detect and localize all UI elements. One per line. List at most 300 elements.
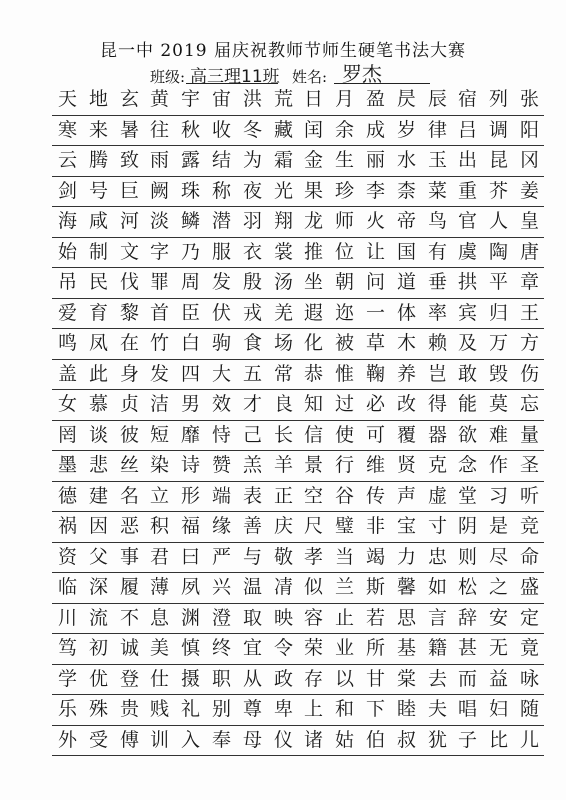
handwritten-char: 首: [149, 302, 169, 324]
handwritten-char: 河: [119, 210, 139, 232]
handwritten-char: 儿: [519, 729, 539, 751]
handwritten-char: 仕: [149, 668, 169, 690]
handwritten-char: 昃: [396, 88, 416, 110]
handwritten-char: 宇: [180, 88, 200, 110]
handwritten-char: 长: [273, 424, 293, 446]
handwritten-char: 拱: [457, 271, 477, 293]
handwritten-char: 殊: [88, 698, 108, 720]
handwritten-char: 诚: [119, 637, 139, 659]
handwritten-char: 终: [211, 637, 231, 659]
handwritten-char: 羽: [242, 210, 262, 232]
handwritten-char: 往: [149, 119, 169, 141]
handwritten-char: 夙: [180, 576, 200, 598]
handwritten-char: 裳: [273, 241, 293, 263]
handwritten-char: 归: [488, 302, 508, 324]
handwritten-char: 文: [119, 241, 139, 263]
handwritten-char: 人: [488, 210, 508, 232]
handwritten-char: 发: [149, 363, 169, 385]
handwritten-char: 闰: [303, 119, 323, 141]
handwritten-char: 官: [457, 210, 477, 232]
handwritten-char: 慕: [88, 393, 108, 415]
handwritten-char: 外: [57, 729, 77, 751]
handwritten-char: 殷: [242, 271, 262, 293]
handwritten-char: 育: [88, 302, 108, 324]
handwritten-char: 驹: [211, 332, 231, 354]
handwritten-char: 露: [180, 149, 200, 171]
handwritten-char: 使: [334, 424, 354, 446]
handwritten-char: 初: [88, 637, 108, 659]
handwritten-char: 体: [396, 302, 416, 324]
handwritten-char: 因: [88, 515, 108, 537]
handwritten-char: 虚: [427, 485, 447, 507]
handwritten-char: 大: [211, 363, 231, 385]
handwritten-char: 羔: [242, 454, 262, 476]
handwritten-char: 甚: [457, 637, 477, 659]
handwritten-char: 结: [211, 149, 231, 171]
handwritten-char: 问: [365, 271, 385, 293]
handwritten-char: 莫: [488, 393, 508, 415]
handwritten-char: 父: [88, 546, 108, 568]
handwritten-char: 玉: [427, 149, 447, 171]
handwritten-char: 宜: [242, 637, 262, 659]
handwritten-char: 忘: [519, 393, 539, 415]
handwritten-char: 臣: [180, 302, 200, 324]
handwritten-char: 染: [149, 454, 169, 476]
handwritten-char: 发: [211, 271, 231, 293]
handwritten-char: 陶: [488, 241, 508, 263]
handwritten-char: 云: [57, 149, 77, 171]
handwritten-char: 一: [365, 302, 385, 324]
handwritten-char: 剑: [57, 180, 77, 202]
handwritten-char: 荣: [303, 637, 323, 659]
handwritten-char: 空: [303, 485, 323, 507]
handwritten-char: 草: [365, 332, 385, 354]
handwritten-char: 唱: [457, 698, 477, 720]
handwritten-char: 流: [88, 607, 108, 629]
handwritten-char: 女: [57, 393, 77, 415]
handwritten-char: 淡: [149, 210, 169, 232]
handwritten-char: 方: [519, 332, 539, 354]
handwritten-char: 爱: [57, 302, 77, 324]
handwritten-char: 为: [242, 149, 262, 171]
handwritten-char: 改: [396, 393, 416, 415]
handwritten-char: 竭: [365, 546, 385, 568]
handwritten-char: 鸟: [427, 210, 447, 232]
handwritten-char: 若: [365, 607, 385, 629]
handwritten-char: 致: [119, 149, 139, 171]
handwritten-char: 及: [457, 332, 477, 354]
handwritten-char: 在: [119, 332, 139, 354]
handwritten-char: 尺: [303, 515, 323, 537]
handwritten-char: 彼: [119, 424, 139, 446]
handwritten-char: 受: [88, 729, 108, 751]
handwritten-char: 凤: [88, 332, 108, 354]
handwritten-char: 遐: [303, 302, 323, 324]
handwritten-char: 履: [119, 576, 139, 598]
handwritten-char: 深: [88, 576, 108, 598]
handwritten-char: 伐: [119, 271, 139, 293]
handwritten-char: 被: [334, 332, 354, 354]
handwritten-char: 悲: [88, 454, 108, 476]
handwritten-char: 则: [457, 546, 477, 568]
handwritten-char: 身: [119, 363, 139, 385]
handwritten-char: 卑: [273, 698, 293, 720]
handwritten-char: 海: [57, 210, 77, 232]
handwritten-char: 靡: [180, 424, 200, 446]
handwritten-char: 职: [211, 668, 231, 690]
handwritten-char: 光: [273, 180, 293, 202]
handwritten-char: 成: [365, 119, 385, 141]
handwritten-char: 地: [88, 88, 108, 110]
handwritten-char: 食: [242, 332, 262, 354]
handwritten-char: 力: [396, 546, 416, 568]
handwritten-char: 祸: [57, 515, 77, 537]
handwritten-char: 贱: [149, 698, 169, 720]
handwritten-char: 列: [488, 88, 508, 110]
name-label: 姓名:: [292, 68, 328, 86]
handwritten-char: 思: [396, 607, 416, 629]
handwritten-char: 推: [303, 241, 323, 263]
handwritten-char: 克: [427, 454, 447, 476]
handwritten-char: 可: [365, 424, 385, 446]
handwritten-char: 暑: [119, 119, 139, 141]
handwritten-char: 章: [519, 271, 539, 293]
handwritten-char: 果: [303, 180, 323, 202]
handwritten-char: 摄: [180, 668, 200, 690]
handwritten-char: 罔: [57, 424, 77, 446]
handwritten-char: 菜: [427, 180, 447, 202]
handwritten-char: 道: [396, 271, 416, 293]
handwritten-char: 诸: [303, 729, 323, 751]
handwritten-char: 是: [488, 515, 508, 537]
handwritten-char: 伏: [211, 302, 231, 324]
handwritten-char: 作: [488, 454, 508, 476]
handwritten-char: 比: [488, 729, 508, 751]
handwritten-char: 唐: [519, 241, 539, 263]
handwritten-char: 伤: [519, 363, 539, 385]
handwritten-char: 出: [457, 149, 477, 171]
handwritten-char: 藏: [273, 119, 293, 141]
handwritten-char: 基: [396, 637, 416, 659]
handwritten-char: 阴: [457, 515, 477, 537]
handwritten-char: 五: [242, 363, 262, 385]
handwritten-char: 才: [242, 393, 262, 415]
handwritten-char: 民: [88, 271, 108, 293]
handwritten-char: 之: [488, 576, 508, 598]
handwritten-char: 政: [273, 668, 293, 690]
handwritten-char: 维: [365, 454, 385, 476]
handwritten-char: 冬: [242, 119, 262, 141]
handwritten-char: 子: [457, 729, 477, 751]
handwritten-char: 赞: [211, 454, 231, 476]
handwritten-char: 鞠: [365, 363, 385, 385]
handwritten-char: 柰: [396, 180, 416, 202]
handwritten-char: 毁: [488, 363, 508, 385]
handwritten-char: 来: [88, 119, 108, 141]
handwritten-char: 盛: [519, 576, 539, 598]
handwritten-char: 吕: [457, 119, 477, 141]
handwritten-char: 行: [334, 454, 354, 476]
handwritten-char: 率: [427, 302, 447, 324]
handwritten-char: 所: [365, 637, 385, 659]
handwritten-char: 益: [488, 668, 508, 690]
handwritten-char: 尊: [242, 698, 262, 720]
handwritten-char: 母: [242, 729, 262, 751]
handwritten-char: 迩: [334, 302, 354, 324]
handwritten-char: 斯: [365, 576, 385, 598]
handwritten-char: 汤: [273, 271, 293, 293]
handwritten-char: 调: [488, 119, 508, 141]
handwritten-char: 严: [211, 546, 231, 568]
handwritten-char: 兰: [334, 576, 354, 598]
handwritten-char: 珠: [180, 180, 200, 202]
handwritten-char: 曰: [180, 546, 200, 568]
handwritten-char: 澄: [211, 607, 231, 629]
handwritten-char: 养: [396, 363, 416, 385]
handwritten-char: 吊: [57, 271, 77, 293]
handwritten-char: 戎: [242, 302, 262, 324]
handwritten-char: 四: [180, 363, 200, 385]
handwritten-char: 字: [149, 241, 169, 263]
handwritten-char: 岁: [396, 119, 416, 141]
handwritten-char: 兴: [211, 576, 231, 598]
handwritten-char: 鸣: [57, 332, 77, 354]
handwritten-char: 赖: [427, 332, 447, 354]
handwritten-char: 潜: [211, 210, 231, 232]
handwritten-char: 尽: [488, 546, 508, 568]
handwritten-char: 场: [273, 332, 293, 354]
handwritten-char: 阳: [519, 119, 539, 141]
handwritten-char: 良: [273, 393, 293, 415]
handwritten-char: 别: [211, 698, 231, 720]
handwritten-char: 睦: [396, 698, 416, 720]
handwritten-char: 圣: [519, 454, 539, 476]
handwritten-char: 馨: [396, 576, 416, 598]
handwritten-char: 姑: [334, 729, 354, 751]
handwritten-char: 余: [334, 119, 354, 141]
handwritten-char: 乃: [180, 241, 200, 263]
handwritten-char: 效: [211, 393, 231, 415]
handwritten-char: 不: [119, 607, 139, 629]
handwritten-char: 令: [273, 637, 293, 659]
handwritten-char: 过: [334, 393, 354, 415]
handwritten-char: 垂: [427, 271, 447, 293]
handwritten-char: 万: [488, 332, 508, 354]
handwritten-char: 建: [88, 485, 108, 507]
handwritten-char: 木: [396, 332, 416, 354]
handwritten-char: 宝: [396, 515, 416, 537]
handwritten-char: 火: [365, 210, 385, 232]
handwritten-char: 川: [57, 607, 77, 629]
handwritten-char: 欲: [457, 424, 477, 446]
handwritten-char: 服: [211, 241, 231, 263]
handwritten-char: 缘: [211, 515, 231, 537]
handwritten-char: 堂: [457, 485, 477, 507]
handwritten-char: 甘: [365, 668, 385, 690]
handwritten-char: 白: [180, 332, 200, 354]
handwritten-char: 腾: [88, 149, 108, 171]
handwritten-char: 男: [180, 393, 200, 415]
handwritten-char: 言: [427, 607, 447, 629]
handwritten-char: 芥: [488, 180, 508, 202]
handwritten-char: 知: [303, 393, 323, 415]
handwritten-char: 朝: [334, 271, 354, 293]
class-value: 高三理11班: [190, 67, 280, 87]
handwritten-char: 贞: [119, 393, 139, 415]
handwritten-char: 无: [488, 637, 508, 659]
handwritten-char: 量: [519, 424, 539, 446]
handwritten-char: 难: [488, 424, 508, 446]
handwritten-char: 姜: [519, 180, 539, 202]
handwritten-char: 常: [273, 363, 293, 385]
handwritten-char: 优: [88, 668, 108, 690]
character-grid: [52, 86, 544, 758]
handwritten-char: 阙: [149, 180, 169, 202]
handwritten-char: 黄: [149, 88, 169, 110]
handwritten-char: 凊: [273, 576, 293, 598]
handwritten-char: 李: [365, 180, 385, 202]
handwritten-char: 宙: [211, 88, 231, 110]
handwritten-char: 傅: [119, 729, 139, 751]
handwritten-char: 鳞: [180, 210, 200, 232]
handwritten-char: 恶: [119, 515, 139, 537]
handwritten-char: 而: [457, 668, 477, 690]
handwritten-char: 覆: [396, 424, 416, 446]
handwritten-char: 安: [488, 607, 508, 629]
handwritten-char: 宿: [457, 88, 477, 110]
handwritten-char: 重: [457, 180, 477, 202]
handwritten-char: 律: [427, 119, 447, 141]
handwritten-char: 和: [334, 698, 354, 720]
handwritten-char: 惟: [334, 363, 354, 385]
handwritten-char: 有: [427, 241, 447, 263]
handwritten-char: 松: [457, 576, 477, 598]
handwritten-char: 贵: [119, 698, 139, 720]
handwritten-char: 雨: [149, 149, 169, 171]
handwritten-char: 平: [488, 271, 508, 293]
handwritten-char: 德: [57, 485, 77, 507]
handwritten-char: 让: [365, 241, 385, 263]
handwritten-char: 号: [88, 180, 108, 202]
handwritten-char: 叔: [396, 729, 416, 751]
handwritten-char: 玄: [119, 88, 139, 110]
handwritten-char: 息: [149, 607, 169, 629]
handwritten-char: 随: [519, 698, 539, 720]
handwritten-char: 器: [427, 424, 447, 446]
handwritten-char: 积: [149, 515, 169, 537]
handwritten-char: 上: [303, 698, 323, 720]
handwritten-char: 声: [396, 485, 416, 507]
handwritten-char: 温: [242, 576, 262, 598]
handwritten-char: 霜: [273, 149, 293, 171]
handwritten-char: 珍: [334, 180, 354, 202]
handwritten-char: 取: [242, 607, 262, 629]
handwritten-char: 仪: [273, 729, 293, 751]
handwritten-char: 信: [303, 424, 323, 446]
handwritten-char: 咸: [88, 210, 108, 232]
handwritten-char: 虞: [457, 241, 477, 263]
handwritten-char: 训: [149, 729, 169, 751]
handwritten-char: 辞: [457, 607, 477, 629]
handwritten-char: 如: [427, 576, 447, 598]
handwritten-char: 当: [334, 546, 354, 568]
handwritten-char: 事: [119, 546, 139, 568]
handwritten-char: 君: [149, 546, 169, 568]
handwritten-char: 习: [488, 485, 508, 507]
handwritten-char: 洪: [242, 88, 262, 110]
handwritten-char: 诗: [180, 454, 200, 476]
handwritten-char: 必: [365, 393, 385, 415]
handwritten-char: 止: [334, 607, 354, 629]
handwritten-char: 下: [365, 698, 385, 720]
handwritten-char: 业: [334, 637, 354, 659]
handwritten-char: 存: [303, 668, 323, 690]
handwritten-char: 表: [242, 485, 262, 507]
handwritten-char: 竞: [519, 515, 539, 537]
handwritten-char: 制: [88, 241, 108, 263]
handwritten-char: 始: [57, 241, 77, 263]
handwritten-char: 羊: [273, 454, 293, 476]
handwritten-char: 恭: [303, 363, 323, 385]
handwritten-char: 临: [57, 576, 77, 598]
handwritten-char: 夫: [427, 698, 447, 720]
page-title: 昆一中 2019 届庆祝教师节师生硬笔书法大赛: [99, 41, 467, 61]
handwritten-char: 寸: [427, 515, 447, 537]
handwritten-char: 称: [211, 180, 231, 202]
handwritten-char: 水: [396, 149, 416, 171]
handwritten-char: 张: [519, 88, 539, 110]
handwritten-char: 命: [519, 546, 539, 568]
handwritten-char: 去: [427, 668, 447, 690]
handwritten-char: 贤: [396, 454, 416, 476]
handwritten-char: 以: [334, 668, 354, 690]
handwritten-char: 咏: [519, 668, 539, 690]
handwritten-char: 衣: [242, 241, 262, 263]
handwritten-char: 谷: [334, 485, 354, 507]
handwritten-char: 棠: [396, 668, 416, 690]
handwritten-char: 端: [211, 485, 231, 507]
handwritten-char: 化: [303, 332, 323, 354]
handwritten-char: 定: [519, 607, 539, 629]
handwritten-char: 正: [273, 485, 293, 507]
handwritten-char: 辰: [427, 88, 447, 110]
handwritten-char: 听: [519, 485, 539, 507]
handwritten-char: 生: [334, 149, 354, 171]
handwritten-char: 巨: [119, 180, 139, 202]
handwritten-char: 竟: [519, 637, 539, 659]
handwritten-char: 昆: [488, 149, 508, 171]
handwritten-char: 竹: [149, 332, 169, 354]
handwritten-char: 洁: [149, 393, 169, 415]
handwritten-char: 乐: [57, 698, 77, 720]
handwritten-char: 念: [457, 454, 477, 476]
handwritten-char: 师: [334, 210, 354, 232]
handwritten-char: 美: [149, 637, 169, 659]
handwritten-char: 名: [119, 485, 139, 507]
handwritten-char: 学: [57, 668, 77, 690]
handwritten-char: 秋: [180, 119, 200, 141]
handwritten-char: 似: [303, 576, 323, 598]
handwritten-char: 岂: [427, 363, 447, 385]
handwritten-char: 孝: [303, 546, 323, 568]
handwritten-char: 盖: [57, 363, 77, 385]
handwritten-char: 谈: [88, 424, 108, 446]
handwritten-char: 黎: [119, 302, 139, 324]
handwritten-char: 善: [242, 515, 262, 537]
handwritten-char: 非: [365, 515, 385, 537]
handwritten-char: 寒: [57, 119, 77, 141]
handwritten-char: 天: [57, 88, 77, 110]
